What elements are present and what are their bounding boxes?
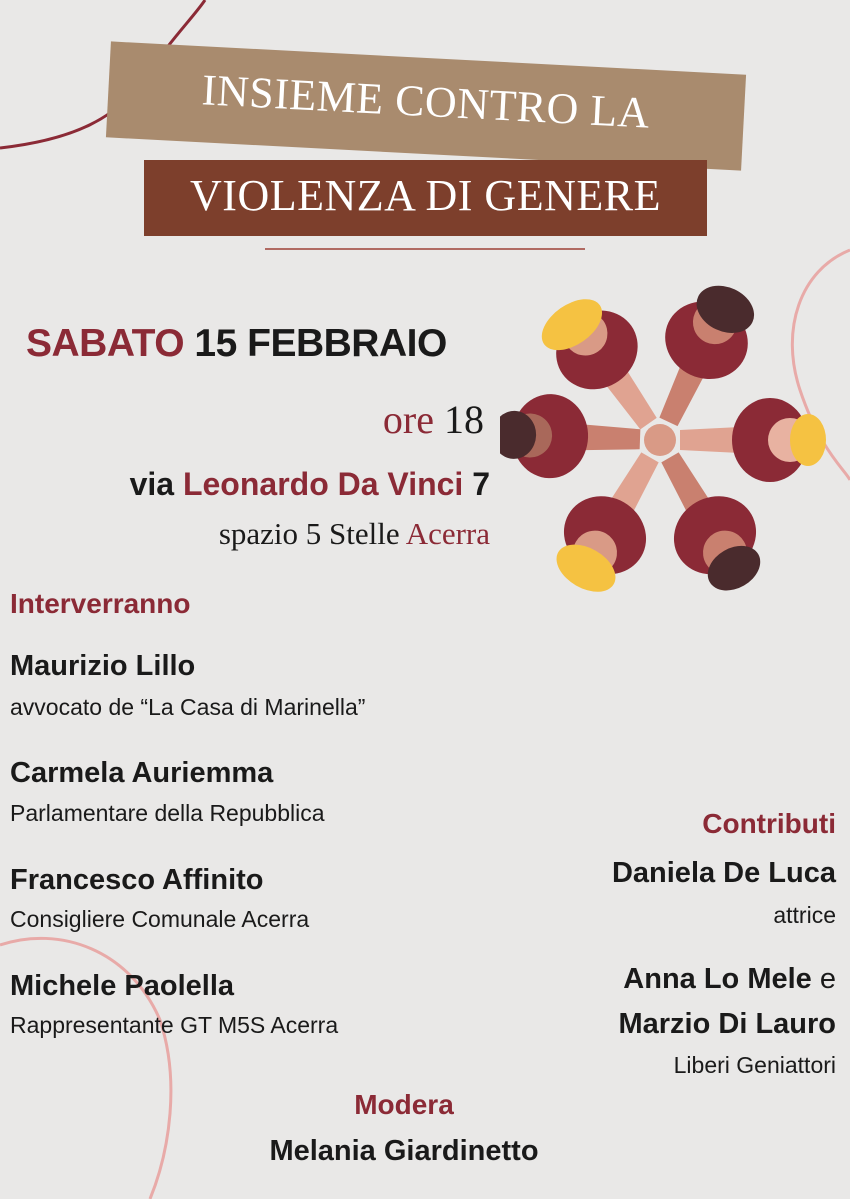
event-time [383, 396, 484, 443]
contributor-conjunction: e [819, 963, 836, 995]
contributor-role: attrice [773, 902, 836, 928]
contributor-name: Anna Lo Mele [623, 963, 812, 995]
address-street: Leonardo Da Vinci [182, 466, 464, 502]
contributor-role: Liberi Geniattori [673, 1052, 836, 1078]
speaker-name: Francesco Affinito [10, 864, 264, 896]
contributor-pair-line [623, 963, 836, 996]
speaker-name: Carmela Auriemma [10, 757, 274, 789]
title-line-1: INSIEME CONTRO LA [200, 65, 652, 138]
speakers-heading: Interverranno [10, 588, 191, 619]
moderator-heading: Modera [354, 1089, 454, 1120]
event-address [130, 466, 490, 503]
contributor-name: Marzio Di Lauro [618, 1008, 836, 1040]
title-divider [265, 248, 585, 250]
event-day: SABATO [26, 322, 185, 365]
address-number: 7 [472, 466, 490, 502]
event-date-value: 15 FEBBRAIO [194, 322, 447, 365]
event-date [26, 322, 447, 366]
speaker-name: Michele Paolella [10, 970, 235, 1002]
venue-name: spazio 5 Stelle [218, 516, 400, 551]
speaker-role: Rappresentante GT M5S Acerra [10, 1012, 339, 1038]
moderator-name: Melania Giardinetto [269, 1135, 539, 1167]
event-time-value: 18 [444, 397, 484, 442]
event-venue [219, 516, 490, 552]
speaker-role: avvocato de “La Casa di Marinella” [10, 694, 366, 720]
contributor-name: Daniela De Luca [611, 857, 836, 889]
women-circle-illustration [500, 280, 840, 600]
event-time-prefix: ore [382, 397, 434, 442]
address-prefix: via [129, 466, 175, 502]
contributions-heading: Contributi [702, 808, 836, 839]
speaker-role: Parlamentare della Repubblica [10, 800, 325, 826]
speaker-role: Consigliere Comunale Acerra [10, 906, 310, 932]
venue-city: Acerra [405, 516, 490, 551]
title-line-2: VIOLENZA DI GENERE [190, 171, 661, 220]
speaker-name: Maurizio Lillo [10, 650, 196, 682]
